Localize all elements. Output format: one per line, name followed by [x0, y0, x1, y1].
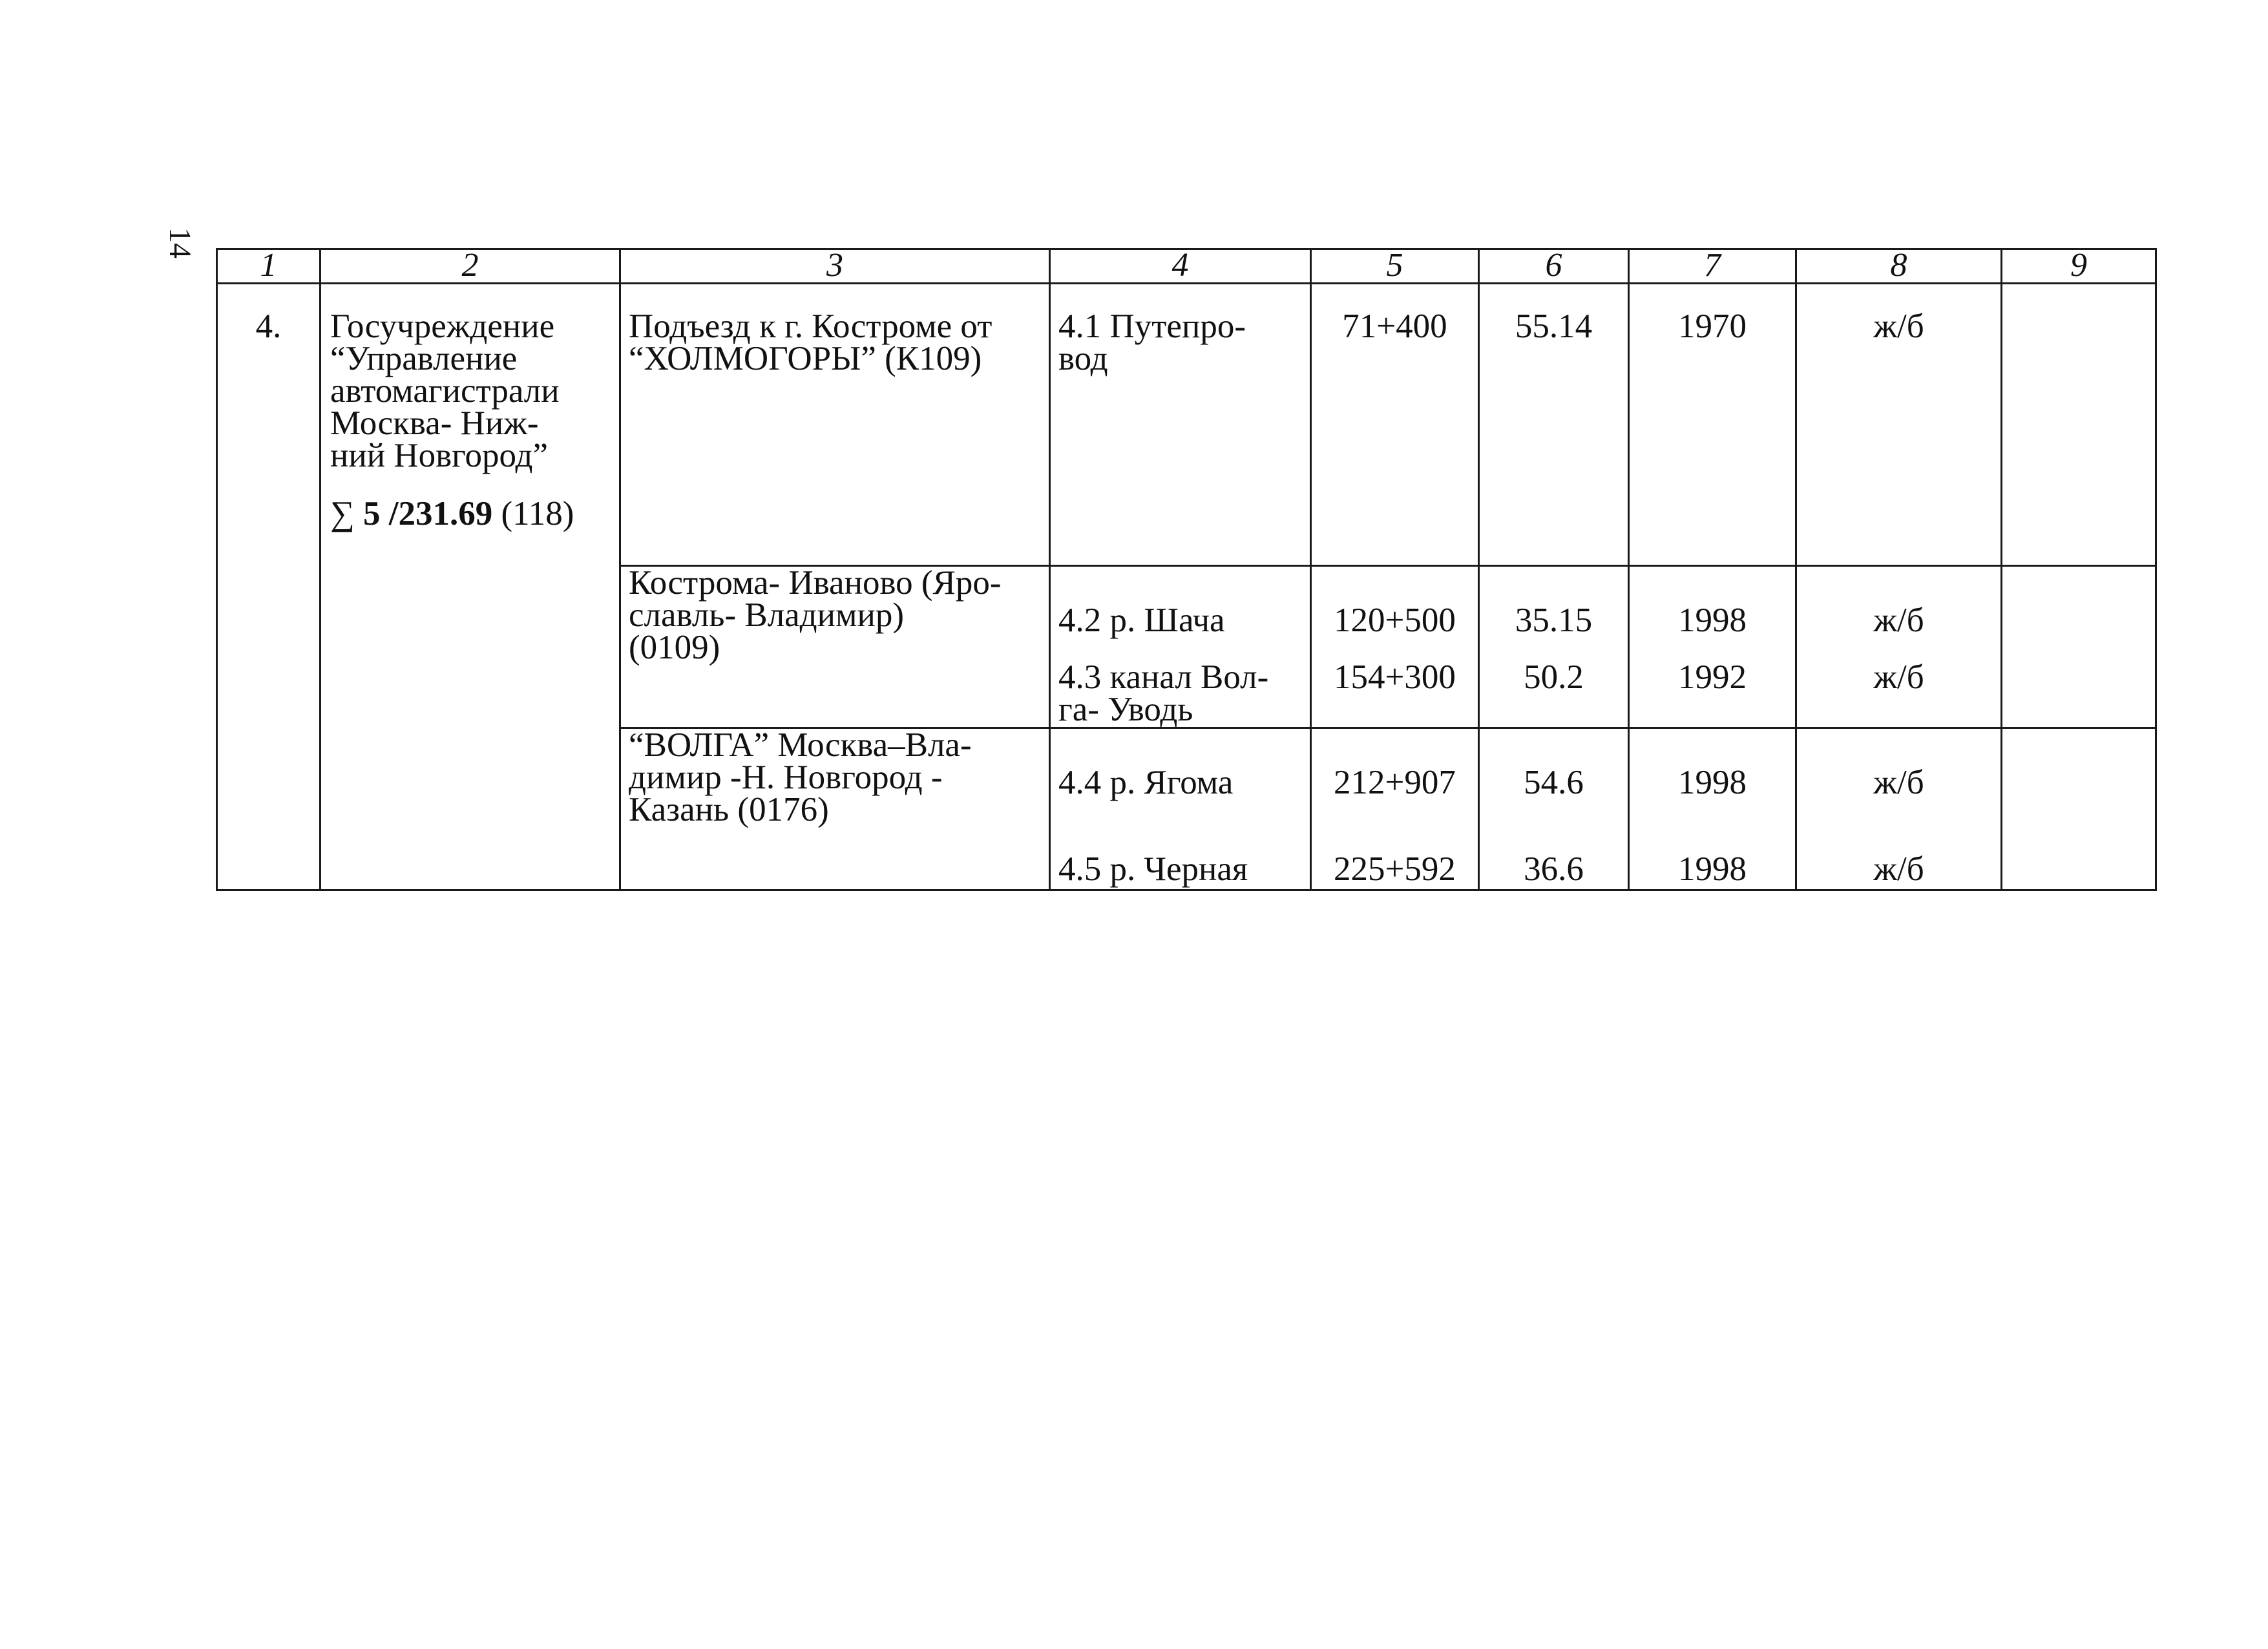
- organization-line: ний Новгород”: [330, 437, 549, 474]
- sum-symbol: ∑: [330, 495, 355, 532]
- year-value: 1998: [1678, 602, 1747, 639]
- organization-line: Москва- Ниж-: [330, 404, 539, 442]
- material-value: ж/б: [1873, 602, 1924, 639]
- route-name-cell: [620, 566, 1050, 728]
- column-header: 3: [620, 249, 1050, 284]
- km-cell: 71+400: [1311, 284, 1479, 566]
- object-name-line: га- Уводь: [1058, 691, 1193, 728]
- length-cell: 55.14: [1479, 284, 1629, 566]
- km-cell: [1311, 728, 1479, 890]
- table-row: [217, 284, 2156, 566]
- note-cell: [2002, 728, 2156, 890]
- organization-sum: [330, 495, 615, 532]
- year-cell: [1629, 566, 1796, 728]
- material-value: ж/б: [1873, 658, 1924, 696]
- length-cell: [1479, 728, 1629, 890]
- header-row: [217, 249, 2156, 284]
- object-name-line: вод: [1058, 340, 1108, 377]
- route-name-line: Казань (0176): [629, 791, 829, 828]
- km-value: 225+592: [1334, 850, 1456, 888]
- column-header: 4: [1050, 249, 1311, 284]
- sum-count: (118): [501, 495, 574, 532]
- year-cell: 1970: [1629, 284, 1796, 566]
- column-header: 7: [1629, 249, 1796, 284]
- km-value: 212+907: [1334, 764, 1456, 801]
- sum-bold-value: 5 /231.69: [363, 495, 493, 532]
- column-header: 1: [217, 249, 320, 284]
- object-name-line: 4.3 канал Вол-: [1058, 658, 1269, 696]
- material-value: ж/б: [1873, 850, 1924, 888]
- bridges-table: [216, 248, 2157, 891]
- route-name-line: Кострома- Иваново (Яро-: [629, 564, 1002, 602]
- length-value: 54.6: [1524, 764, 1584, 801]
- material-cell: [1796, 566, 2002, 728]
- km-value: 120+500: [1334, 602, 1456, 639]
- column-header: 8: [1796, 249, 2002, 284]
- route-name-line: “ХОЛМОГОРЫ” (К109): [629, 340, 982, 377]
- material-cell: ж/б: [1796, 284, 2002, 566]
- group-index: 4.: [217, 284, 320, 890]
- year-value: 1998: [1678, 764, 1747, 801]
- route-name-line: димир -Н. Новгород -: [629, 759, 943, 796]
- page-number: 14: [163, 227, 197, 258]
- route-name-line: славль- Владимир): [629, 596, 905, 634]
- length-value: 36.6: [1524, 850, 1584, 888]
- object-name-cell: [1050, 284, 1311, 566]
- organization-line: “Управление: [330, 340, 518, 377]
- year-value: 1998: [1678, 850, 1747, 888]
- object-name-line: 4.4 р. Ягома: [1058, 764, 1234, 801]
- organization-line: Госучреждение: [330, 308, 555, 345]
- material-value: ж/б: [1873, 764, 1924, 801]
- material-cell: [1796, 728, 2002, 890]
- column-header: 9: [2002, 249, 2156, 284]
- object-name-line: 4.2 р. Шача: [1058, 602, 1225, 639]
- length-cell: [1479, 566, 1629, 728]
- column-header: 5: [1311, 249, 1479, 284]
- route-name-cell: [620, 728, 1050, 890]
- year-value: 1992: [1678, 658, 1747, 696]
- length-value: 35.15: [1515, 602, 1593, 639]
- object-name-cell: [1050, 566, 1311, 728]
- route-name-line: Подъезд к г. Костроме от: [629, 308, 992, 345]
- route-name-cell: [620, 284, 1050, 566]
- organization-cell: [320, 284, 620, 890]
- note-cell: [2002, 566, 2156, 728]
- object-name-line: 4.1 Путепро-: [1058, 308, 1246, 345]
- column-header: 2: [320, 249, 620, 284]
- year-cell: [1629, 728, 1796, 890]
- note-cell: [2002, 284, 2156, 566]
- route-name-line: “ВОЛГА” Москва–Вла-: [629, 726, 972, 764]
- organization-line: автомагистрали: [330, 372, 560, 410]
- length-value: 50.2: [1524, 658, 1584, 696]
- route-name-line: (0109): [629, 629, 720, 666]
- object-name-cell: [1050, 728, 1311, 890]
- km-value: 154+300: [1334, 658, 1456, 696]
- column-header: 6: [1479, 249, 1629, 284]
- object-name-line: 4.5 р. Черная: [1058, 850, 1248, 888]
- km-cell: [1311, 566, 1479, 728]
